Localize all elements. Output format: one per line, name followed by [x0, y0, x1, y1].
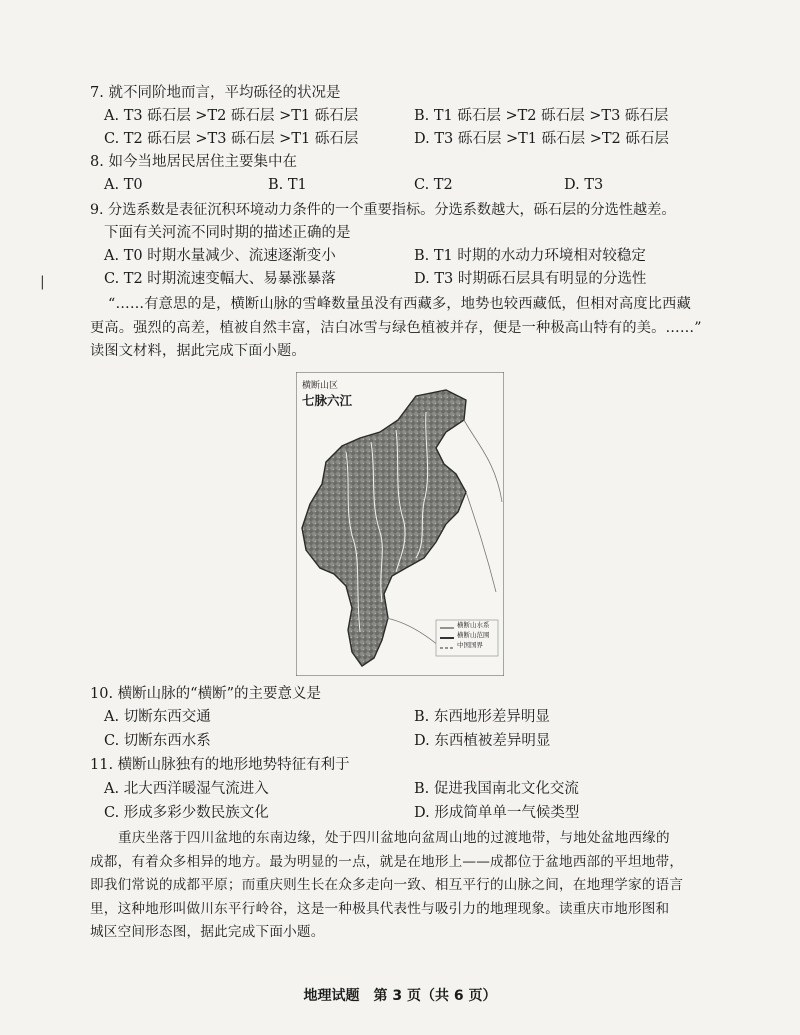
q7-option-c: C. T2 砾石层 >T3 砾石层 >T1 砾石层	[104, 131, 359, 147]
q7-stem: 7. 就不同阶地而言，平均砾径的状况是	[90, 85, 341, 101]
q11-option-b: B. 促进我国南北文化交流	[414, 781, 579, 797]
q7-option-b: B. T1 砾石层 >T2 砾石层 >T3 砾石层	[414, 108, 669, 124]
q8-option-d: D. T3	[564, 177, 604, 193]
q11-option-c: C. 形成多彩少数民族文化	[104, 805, 269, 821]
passage1-line1: “……有意思的是，横断山脉的雪峰数量虽没有西藏多，地势也较西藏低，但相对高度比西藏	[108, 296, 691, 312]
q9-option-b: B. T1 时期的水动力环境相对较稳定	[414, 248, 646, 264]
q9-option-a: A. T0 时期水量减少、流速逐渐变小	[104, 248, 336, 264]
q8-option-c: C. T2	[414, 177, 453, 193]
q8-option-b: B. T1	[268, 177, 307, 193]
q10-option-a: A. 切断东西交通	[104, 709, 211, 725]
map-legend-2: 横断山范围	[457, 631, 490, 639]
q10-option-b: B. 东西地形差异明显	[414, 709, 550, 725]
q9-option-c: C. T2 时期流速变幅大、易暴涨暴落	[104, 271, 336, 287]
passage2-line1: 重庆坐落于四川盆地的东南边缘，处于四川盆地向盆周山地的过渡地带，与地处盆地西缘的	[118, 830, 670, 846]
passage2-line4: 里，这种地形叫做川东平行岭谷，这是一种极具代表性与吸引力的地理现象。读重庆市地形图和	[90, 900, 670, 917]
q9-stem-1: 9. 分选系数是表征沉积环境动力条件的一个重要指标。分选系数越大，砾石层的分选性越差。	[90, 202, 676, 218]
passage2-line2: 成都，有着众多相异的地方。最为明显的一点，就是在地形上——成都位于盆地西部的平坦地带，	[90, 853, 684, 870]
map-title-large: 七脉六江	[302, 393, 353, 408]
passage-hengduan	[90, 293, 722, 364]
margin-mark: |	[40, 274, 45, 290]
passage2-line5: 城区空间形态图，据此完成下面小题。	[90, 924, 325, 940]
q10-stem: 10. 横断山脉的“横断”的主要意义是	[90, 686, 321, 702]
passage1-line2: 更高。强烈的高差，植被自然丰富，洁白冰雪与绿色植被并存，便是一种极高山特有的美。……”	[90, 319, 702, 336]
q10-option-d: D. 东西植被差异明显	[414, 733, 551, 749]
map-legend-3: 中国国界	[457, 641, 483, 649]
page-footer: 地理试题 第 3 页（共 6 页）	[303, 988, 497, 1004]
map-title-small: 横断山区	[302, 381, 339, 391]
passage1-line3: 读图文材料，据此完成下面小题。	[90, 343, 306, 359]
passage2-line3: 即我们常说的成都平原；而重庆则生长在众多走向一致、相互平行的山脉之间，在地理学家的语言	[90, 877, 684, 893]
q9-option-d: D. T3 时期砾石层具有明显的分选性	[414, 271, 647, 287]
q7-option-a: A. T3 砾石层 >T2 砾石层 >T1 砾石层	[104, 108, 359, 124]
q10-option-c: C. 切断东西水系	[104, 733, 211, 749]
q9-stem-2: 下面有关河流不同时期的描述正确的是	[104, 225, 351, 241]
q11-option-a: A. 北大西洋暖湿气流进入	[104, 781, 269, 797]
q11-stem: 11. 横断山脉独有的地形地势特征有利于	[90, 757, 350, 773]
passage-chongqing	[90, 827, 722, 945]
q8-stem: 8. 如今当地居民居住主要集中在	[90, 154, 297, 170]
q8-option-a: A. T0	[104, 177, 143, 193]
q7-option-d: D. T3 砾石层 >T1 砾石层 >T2 砾石层	[414, 131, 669, 147]
map-legend-1: 横断山水系	[457, 621, 490, 629]
q11-option-d: D. 形成简单单一气候类型	[414, 805, 580, 821]
